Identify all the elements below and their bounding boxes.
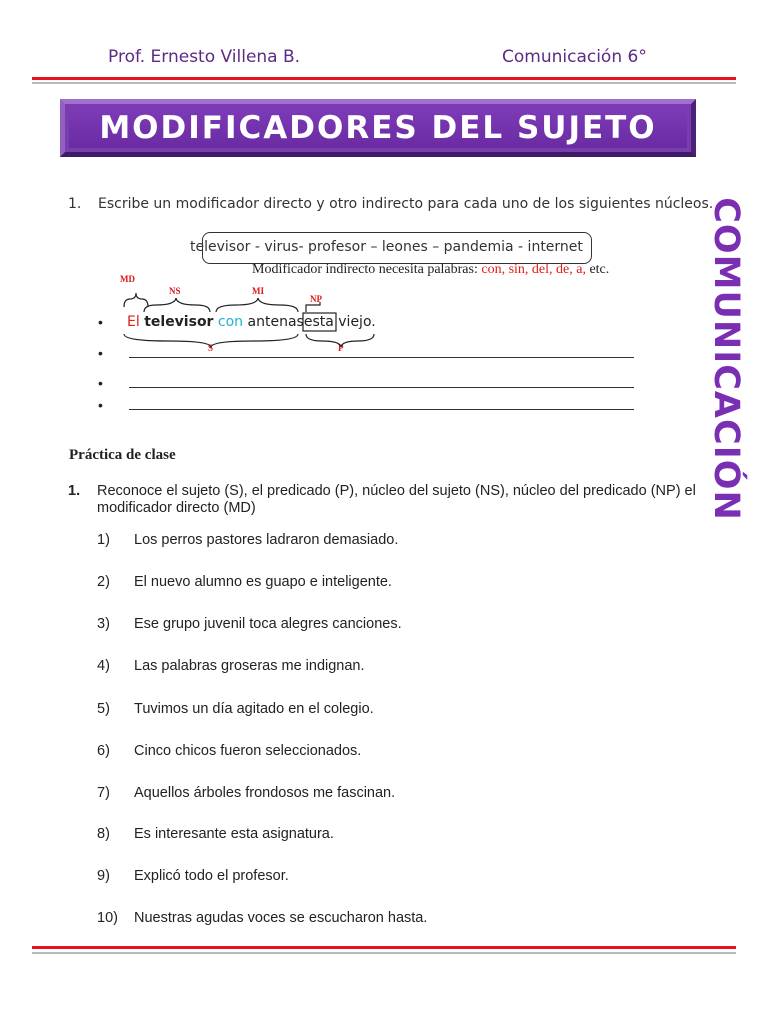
bullet-blank-2: • xyxy=(98,375,103,391)
exercise-1-number: 1. xyxy=(68,196,82,212)
footer-rule-gray xyxy=(32,952,736,954)
bullet-example: • xyxy=(98,314,103,330)
note-words: con, sin, del, de, a, xyxy=(481,262,586,277)
tag-p: P xyxy=(338,343,344,353)
example-word-el: El xyxy=(127,314,140,330)
practice-item-number: 7) xyxy=(97,785,110,801)
practice-item-text: Nuestras agudas voces se escucharon hasta. xyxy=(134,910,428,926)
example-sentence xyxy=(127,314,376,330)
note-prefix: Modificador indirecto necesita palabras: xyxy=(252,262,478,277)
tag-ns: NS xyxy=(169,286,181,296)
practice-item-text: Tuvimos un día agitado en el colegio. xyxy=(134,701,374,717)
footer-rule-red xyxy=(32,946,736,949)
practice-item-text: Ese grupo juvenil toca alegres canciones. xyxy=(134,616,402,632)
practice-item-text: Los perros pastores ladraron demasiado. xyxy=(134,532,399,548)
tag-md: MD xyxy=(120,274,135,284)
practice-item-text: Cinco chicos fueron seleccionados. xyxy=(134,743,362,759)
word-list: televisor - virus- profesor – leones – pandemia - internet xyxy=(190,239,583,255)
practice-item-number: 10) xyxy=(97,910,118,926)
side-label-text: COMUNICACIÓN xyxy=(706,197,746,521)
practice-item-number: 8) xyxy=(97,826,110,842)
exercise-1-instruction: Escribe un modificador directo y otro indirecto para cada uno de los siguientes núcleos. xyxy=(98,196,714,212)
tag-s: S xyxy=(208,343,214,353)
practice-number: 1. xyxy=(68,483,81,499)
blank-line-1[interactable] xyxy=(129,357,634,358)
practice-item-text: Explicó todo el profesor. xyxy=(134,868,289,884)
practice-instruction: Reconoce el sujeto (S), el predicado (P), núcleo del sujeto (NS), núcleo del predicado (NP) el modificador directo (MD) xyxy=(97,483,696,516)
practice-item-number: 6) xyxy=(97,743,110,759)
example-word-viejo: viejo. xyxy=(338,314,376,330)
page-title: MODIFICADORES DEL SUJETO xyxy=(99,110,657,146)
tag-mi: MI xyxy=(252,286,264,296)
course-name: Comunicación 6° xyxy=(502,47,647,67)
bullet-blank-3: • xyxy=(98,397,103,413)
example-word-con: con xyxy=(217,314,244,330)
practice-item-number: 9) xyxy=(97,868,110,884)
tag-np: NP xyxy=(310,294,322,304)
practice-item-number: 3) xyxy=(97,616,110,632)
example-word-antenas: antenas xyxy=(247,314,304,330)
bullet-blank-1: • xyxy=(98,345,103,361)
blank-line-2[interactable] xyxy=(129,387,634,388)
practice-title: Práctica de clase xyxy=(69,447,176,463)
practice-item-text: Es interesante esta asignatura. xyxy=(134,826,334,842)
note-suffix: etc. xyxy=(589,262,610,277)
brace-np xyxy=(306,302,320,312)
practice-item-text: El nuevo alumno es guapo e inteligente. xyxy=(134,574,392,590)
practice-item-number: 2) xyxy=(97,574,110,590)
example-word-esta: esta xyxy=(303,314,334,330)
practice-item-text: Aquellos árboles frondosos me fascinan. xyxy=(134,785,396,801)
practice-item-number: 1) xyxy=(97,532,110,548)
brace-p xyxy=(306,334,374,347)
practice-item-number: 4) xyxy=(97,658,110,674)
blank-line-3[interactable] xyxy=(129,409,634,410)
brace-ns xyxy=(144,298,210,312)
brace-mi xyxy=(216,298,298,312)
brace-s xyxy=(124,334,298,347)
practice-item-number: 5) xyxy=(97,701,110,717)
brace-md xyxy=(124,293,148,307)
example-word-televisor: televisor xyxy=(144,314,214,330)
practice-item-text: Las palabras groseras me indignan. xyxy=(134,658,365,674)
author-name: Prof. Ernesto Villena B. xyxy=(108,47,301,67)
